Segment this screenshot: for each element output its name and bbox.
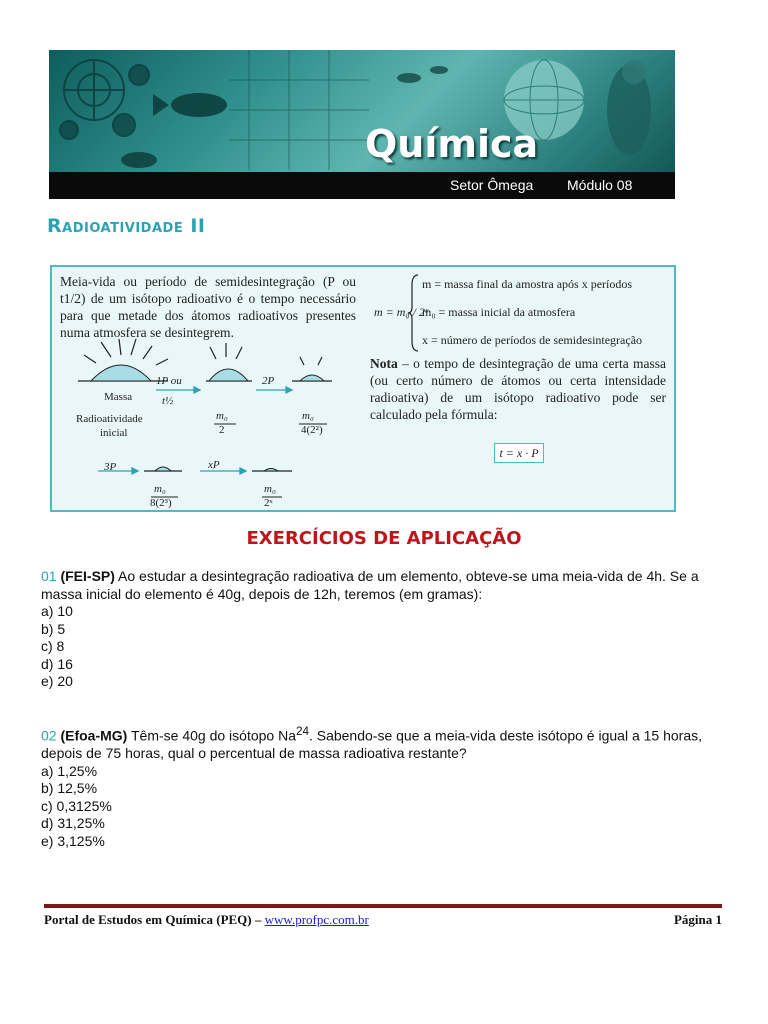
question-text-start: Têm-se 40g do isótopo Na [127,727,296,744]
frac3-numerator: m₀ [154,483,166,495]
radioatividade-label: Radioatividade [76,413,143,425]
time-formula-box: t = x · P [494,443,544,463]
question-text: Ao estudar a desintegração radioativa de um elemento, obteve-se uma meia-vida de 4h. Se a massa inicial do elemento é 40g, depois de 12h, teremos (em gramas): [41,568,699,602]
option-e: e) 3,125% [41,832,105,849]
formula-def-m0: m₀ = massa inicial da atmosfera [422,305,576,319]
header-banner [49,50,675,199]
nota-paragraph [370,355,666,423]
option-b: b) 5 [41,620,66,637]
frac1-denominator: 2 [219,424,225,436]
option-d: d) 16 [41,655,73,672]
brace-icon [408,273,420,353]
question-number: 01 [41,568,57,584]
option-d: d) 31,25% [41,815,105,832]
question-01-options [41,603,731,691]
frac4-denominator: 2ˣ [264,497,273,509]
question-02 [41,723,731,850]
question-02-options [41,763,731,851]
modulo-label: Módulo 08 [567,177,633,193]
question-02-stem [41,723,731,763]
question-01 [41,568,731,691]
nota-label: Nota [370,356,398,371]
banner-info-bar [49,172,675,199]
option-c: c) 0,3125% [41,797,112,814]
exercises-title: EXERCÍCIOS DE APLICAÇÃO [246,528,522,549]
setor-label: Setor Ômega [450,177,534,193]
option-e: e) 20 [41,673,73,689]
massa-label: Massa [104,391,133,403]
option-c: c) 8 [41,638,65,654]
footer-page-number: Página 1 [673,912,722,927]
step3-label: 3P [104,461,117,473]
footer-portal-text: Portal de Estudos em Química (PEQ) – [44,912,265,927]
step2-label: 2P [262,375,275,387]
frac1-numerator: m₀ [216,410,228,422]
option-a: a) 1,25% [41,762,98,779]
frac3-denominator: 8(2³) [150,497,172,509]
formula-def-x: x = número de períodos de semidesintegração [422,333,643,347]
option-b: b) 12,5% [41,780,98,797]
formula-equation: m = m₀ / 2ˣ [374,305,429,319]
nota-text: – o tempo de desintegração de uma certa massa (ou certo número de átomos ou certa intensidade radioativa) de um isótopo radioativo pode ser calculado pela fórmula: [370,356,666,422]
footer-divider [44,904,722,908]
theory-paragraph: Meia-vida ou período de semidesintegração (P ou t1/2) de um isótopo radioativo é o tempo necessário para que metade dos átomos radioativos presentes numa atmosfera se desintegrem. [60,274,356,340]
question-source: (Efoa-MG) [60,727,128,744]
step4-label: xP [208,459,220,471]
isotope-superscript: 24 [295,725,309,738]
frac2-numerator: m₀ [302,410,314,422]
footer-portal [44,912,369,928]
question-01-stem [41,568,731,603]
question-source: (FEI-SP) [60,568,115,584]
inicial-label: inicial [100,427,128,439]
half-life-formula [374,271,674,357]
question-text-end: . Sabendo-se que a meia-vida deste isótopo é igual a 15 horas, depois de 75 horas, qual o percentual de massa radioativa restante? [41,727,702,762]
question-number: 02 [41,727,57,744]
step1-top-label: 1P ou [156,375,182,387]
footer-link[interactable]: www.profpc.com.br [264,912,369,927]
banner-title: Química [365,122,539,166]
section-title: Radioatividade II [47,215,206,237]
frac4-numerator: m₀ [264,483,276,495]
step1-bottom-label: t½ [162,395,174,407]
frac2-denominator: 4(2²) [301,424,323,436]
theory-box [50,265,676,512]
formula-def-m: m = massa final da amostra após x períodos [422,277,633,291]
option-a: a) 10 [41,603,73,619]
